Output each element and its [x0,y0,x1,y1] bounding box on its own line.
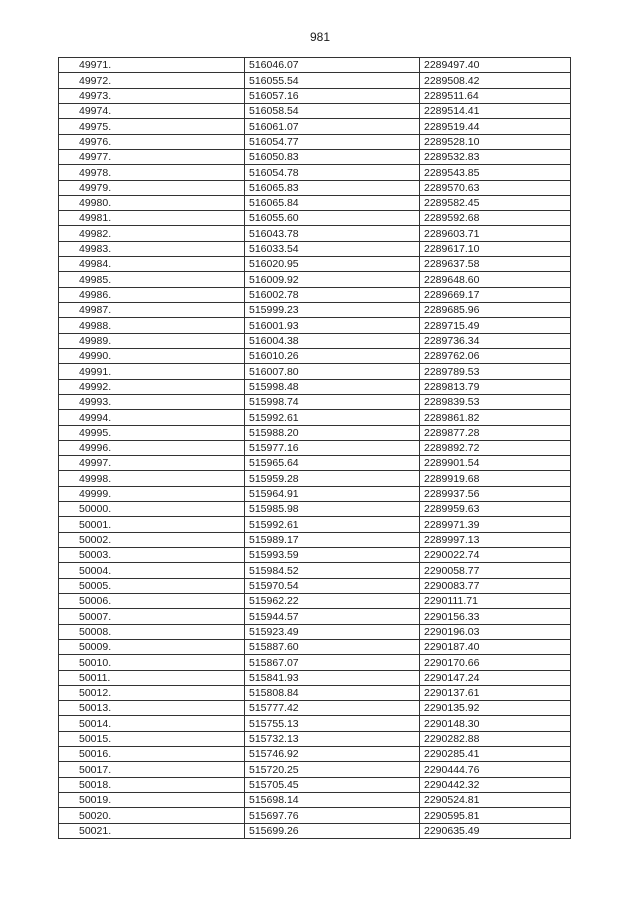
point-number-cell: 50009. [59,639,245,654]
table-row [59,823,571,838]
x-coordinate-cell: 515977.16 [245,440,420,455]
y-coordinate-cell: 2290111.71 [420,593,571,608]
point-number-cell: 49971. [59,58,245,73]
y-coordinate-cell: 2290135.92 [420,701,571,716]
y-coordinate-cell: 2289839.53 [420,394,571,409]
x-coordinate-cell: 515962.22 [245,593,420,608]
x-coordinate-cell: 516043.78 [245,226,420,241]
y-coordinate-cell: 2290187.40 [420,639,571,654]
table-row [59,670,571,685]
y-coordinate-cell: 2290083.77 [420,578,571,593]
y-coordinate-cell: 2289762.06 [420,348,571,363]
table-row [59,58,571,73]
y-coordinate-cell: 2289592.68 [420,211,571,226]
table-row [59,486,571,501]
table-row [59,180,571,195]
x-coordinate-cell: 515999.23 [245,303,420,318]
table-row [59,241,571,256]
point-number-cell: 49994. [59,410,245,425]
y-coordinate-cell: 2290595.81 [420,808,571,823]
table-row [59,348,571,363]
y-coordinate-cell: 2289603.71 [420,226,571,241]
x-coordinate-cell: 516033.54 [245,241,420,256]
point-number-cell: 49974. [59,103,245,118]
y-coordinate-cell: 2289861.82 [420,410,571,425]
point-number-cell: 49972. [59,73,245,88]
y-coordinate-cell: 2290170.66 [420,655,571,670]
x-coordinate-cell: 515841.93 [245,670,420,685]
y-coordinate-cell: 2289919.68 [420,471,571,486]
table-row [59,777,571,792]
y-coordinate-cell: 2289959.63 [420,502,571,517]
x-coordinate-cell: 516020.95 [245,257,420,272]
point-number-cell: 50008. [59,624,245,639]
y-coordinate-cell: 2289901.54 [420,456,571,471]
y-coordinate-cell: 2289877.28 [420,425,571,440]
y-coordinate-cell: 2289971.39 [420,517,571,532]
x-coordinate-cell: 516054.78 [245,165,420,180]
y-coordinate-cell: 2290196.03 [420,624,571,639]
x-coordinate-cell: 516065.83 [245,180,420,195]
point-number-cell: 49981. [59,211,245,226]
table-row [59,425,571,440]
table-row [59,211,571,226]
y-coordinate-cell: 2289497.40 [420,58,571,73]
x-coordinate-cell: 515965.64 [245,456,420,471]
x-coordinate-cell: 515984.52 [245,563,420,578]
y-coordinate-cell: 2289514.41 [420,103,571,118]
point-number-cell: 49989. [59,333,245,348]
table-row [59,747,571,762]
y-coordinate-cell: 2290442.32 [420,777,571,792]
table-row [59,731,571,746]
point-number-cell: 50021. [59,823,245,838]
table-row [59,165,571,180]
x-coordinate-cell: 515732.13 [245,731,420,746]
y-coordinate-cell: 2289685.96 [420,303,571,318]
table-row [59,793,571,808]
point-number-cell: 49980. [59,195,245,210]
x-coordinate-cell: 515998.74 [245,394,420,409]
table-row [59,685,571,700]
table-row [59,593,571,608]
point-number-cell: 50006. [59,593,245,608]
x-coordinate-cell: 516046.07 [245,58,420,73]
x-coordinate-cell: 516055.60 [245,211,420,226]
point-number-cell: 49978. [59,165,245,180]
y-coordinate-cell: 2289570.63 [420,180,571,195]
x-coordinate-cell: 516004.38 [245,333,420,348]
y-coordinate-cell: 2290285.41 [420,747,571,762]
point-number-cell: 49983. [59,241,245,256]
point-number-cell: 50013. [59,701,245,716]
table-row [59,88,571,103]
table-row [59,303,571,318]
table-row [59,318,571,333]
y-coordinate-cell: 2290022.74 [420,548,571,563]
x-coordinate-cell: 515992.61 [245,410,420,425]
x-coordinate-cell: 515970.54 [245,578,420,593]
point-number-cell: 49988. [59,318,245,333]
table-row [59,410,571,425]
point-number-cell: 50010. [59,655,245,670]
point-number-cell: 49997. [59,456,245,471]
y-coordinate-cell: 2290137.61 [420,685,571,700]
y-coordinate-cell: 2289813.79 [420,379,571,394]
table-row [59,471,571,486]
table-row [59,379,571,394]
table-row [59,456,571,471]
table-row [59,226,571,241]
y-coordinate-cell: 2289528.10 [420,134,571,149]
point-number-cell: 50004. [59,563,245,578]
x-coordinate-cell: 515988.20 [245,425,420,440]
point-number-cell: 49992. [59,379,245,394]
x-coordinate-cell: 515746.92 [245,747,420,762]
x-coordinate-cell: 516058.54 [245,103,420,118]
point-number-cell: 50016. [59,747,245,762]
y-coordinate-cell: 2290444.76 [420,762,571,777]
x-coordinate-cell: 515720.25 [245,762,420,777]
x-coordinate-cell: 515959.28 [245,471,420,486]
point-number-cell: 49993. [59,394,245,409]
x-coordinate-cell: 515944.57 [245,609,420,624]
table-row [59,563,571,578]
table-row [59,134,571,149]
x-coordinate-cell: 515993.59 [245,548,420,563]
x-coordinate-cell: 515808.84 [245,685,420,700]
point-number-cell: 50018. [59,777,245,792]
x-coordinate-cell: 516050.83 [245,149,420,164]
point-number-cell: 49999. [59,486,245,501]
y-coordinate-cell: 2289892.72 [420,440,571,455]
y-coordinate-cell: 2289519.44 [420,119,571,134]
point-number-cell: 50015. [59,731,245,746]
table-row [59,149,571,164]
point-number-cell: 49991. [59,364,245,379]
y-coordinate-cell: 2289511.64 [420,88,571,103]
y-coordinate-cell: 2289669.17 [420,287,571,302]
x-coordinate-cell: 515867.07 [245,655,420,670]
point-number-cell: 50020. [59,808,245,823]
x-coordinate-cell: 516002.78 [245,287,420,302]
x-coordinate-cell: 516009.92 [245,272,420,287]
point-number-cell: 49985. [59,272,245,287]
x-coordinate-cell: 515964.91 [245,486,420,501]
y-coordinate-cell: 2289997.13 [420,532,571,547]
coordinates-table-body [59,58,571,839]
point-number-cell: 50019. [59,793,245,808]
y-coordinate-cell: 2289532.83 [420,149,571,164]
y-coordinate-cell: 2289582.45 [420,195,571,210]
x-coordinate-cell: 516055.54 [245,73,420,88]
table-row [59,655,571,670]
point-number-cell: 50012. [59,685,245,700]
point-number-cell: 50005. [59,578,245,593]
x-coordinate-cell: 516001.93 [245,318,420,333]
point-number-cell: 50001. [59,517,245,532]
y-coordinate-cell: 2289715.49 [420,318,571,333]
y-coordinate-cell: 2289543.85 [420,165,571,180]
point-number-cell: 50011. [59,670,245,685]
table-row [59,333,571,348]
y-coordinate-cell: 2289789.53 [420,364,571,379]
x-coordinate-cell: 515697.76 [245,808,420,823]
y-coordinate-cell: 2289617.10 [420,241,571,256]
table-row [59,502,571,517]
y-coordinate-cell: 2290524.81 [420,793,571,808]
table-row [59,394,571,409]
point-number-cell: 49995. [59,425,245,440]
point-number-cell: 50017. [59,762,245,777]
x-coordinate-cell: 516065.84 [245,195,420,210]
x-coordinate-cell: 515777.42 [245,701,420,716]
point-number-cell: 49990. [59,348,245,363]
point-number-cell: 49982. [59,226,245,241]
y-coordinate-cell: 2290058.77 [420,563,571,578]
point-number-cell: 49976. [59,134,245,149]
table-row [59,624,571,639]
table-row [59,639,571,654]
table-row [59,808,571,823]
table-row [59,103,571,118]
x-coordinate-cell: 515887.60 [245,639,420,654]
table-row [59,532,571,547]
x-coordinate-cell: 516057.16 [245,88,420,103]
y-coordinate-cell: 2289637.58 [420,257,571,272]
table-row [59,257,571,272]
point-number-cell: 49996. [59,440,245,455]
table-row [59,287,571,302]
table-row [59,517,571,532]
point-number-cell: 49979. [59,180,245,195]
y-coordinate-cell: 2289736.34 [420,333,571,348]
point-number-cell: 49986. [59,287,245,302]
y-coordinate-cell: 2289508.42 [420,73,571,88]
point-number-cell: 50007. [59,609,245,624]
y-coordinate-cell: 2290282.88 [420,731,571,746]
point-number-cell: 50000. [59,502,245,517]
table-row [59,701,571,716]
table-row [59,119,571,134]
y-coordinate-cell: 2289648.60 [420,272,571,287]
x-coordinate-cell: 515705.45 [245,777,420,792]
x-coordinate-cell: 515992.61 [245,517,420,532]
point-number-cell: 50014. [59,716,245,731]
x-coordinate-cell: 515985.98 [245,502,420,517]
table-row [59,440,571,455]
point-number-cell: 49998. [59,471,245,486]
table-row [59,578,571,593]
table-row [59,272,571,287]
y-coordinate-cell: 2290147.24 [420,670,571,685]
point-number-cell: 49987. [59,303,245,318]
point-number-cell: 50002. [59,532,245,547]
point-number-cell: 50003. [59,548,245,563]
point-number-cell: 49975. [59,119,245,134]
x-coordinate-cell: 515699.26 [245,823,420,838]
table-row [59,195,571,210]
x-coordinate-cell: 516010.26 [245,348,420,363]
y-coordinate-cell: 2289937.56 [420,486,571,501]
x-coordinate-cell: 516061.07 [245,119,420,134]
x-coordinate-cell: 516054.77 [245,134,420,149]
x-coordinate-cell: 515923.49 [245,624,420,639]
table-row [59,762,571,777]
x-coordinate-cell: 516007.80 [245,364,420,379]
table-row [59,548,571,563]
table-row [59,716,571,731]
point-number-cell: 49973. [59,88,245,103]
x-coordinate-cell: 515989.17 [245,532,420,547]
table-row [59,609,571,624]
page-number: 981 [309,30,331,44]
y-coordinate-cell: 2290635.49 [420,823,571,838]
point-number-cell: 49984. [59,257,245,272]
table-row [59,73,571,88]
x-coordinate-cell: 515998.48 [245,379,420,394]
x-coordinate-cell: 515698.14 [245,793,420,808]
y-coordinate-cell: 2290156.33 [420,609,571,624]
x-coordinate-cell: 515755.13 [245,716,420,731]
table-row [59,364,571,379]
coordinates-table [58,57,571,839]
y-coordinate-cell: 2290148.30 [420,716,571,731]
point-number-cell: 49977. [59,149,245,164]
